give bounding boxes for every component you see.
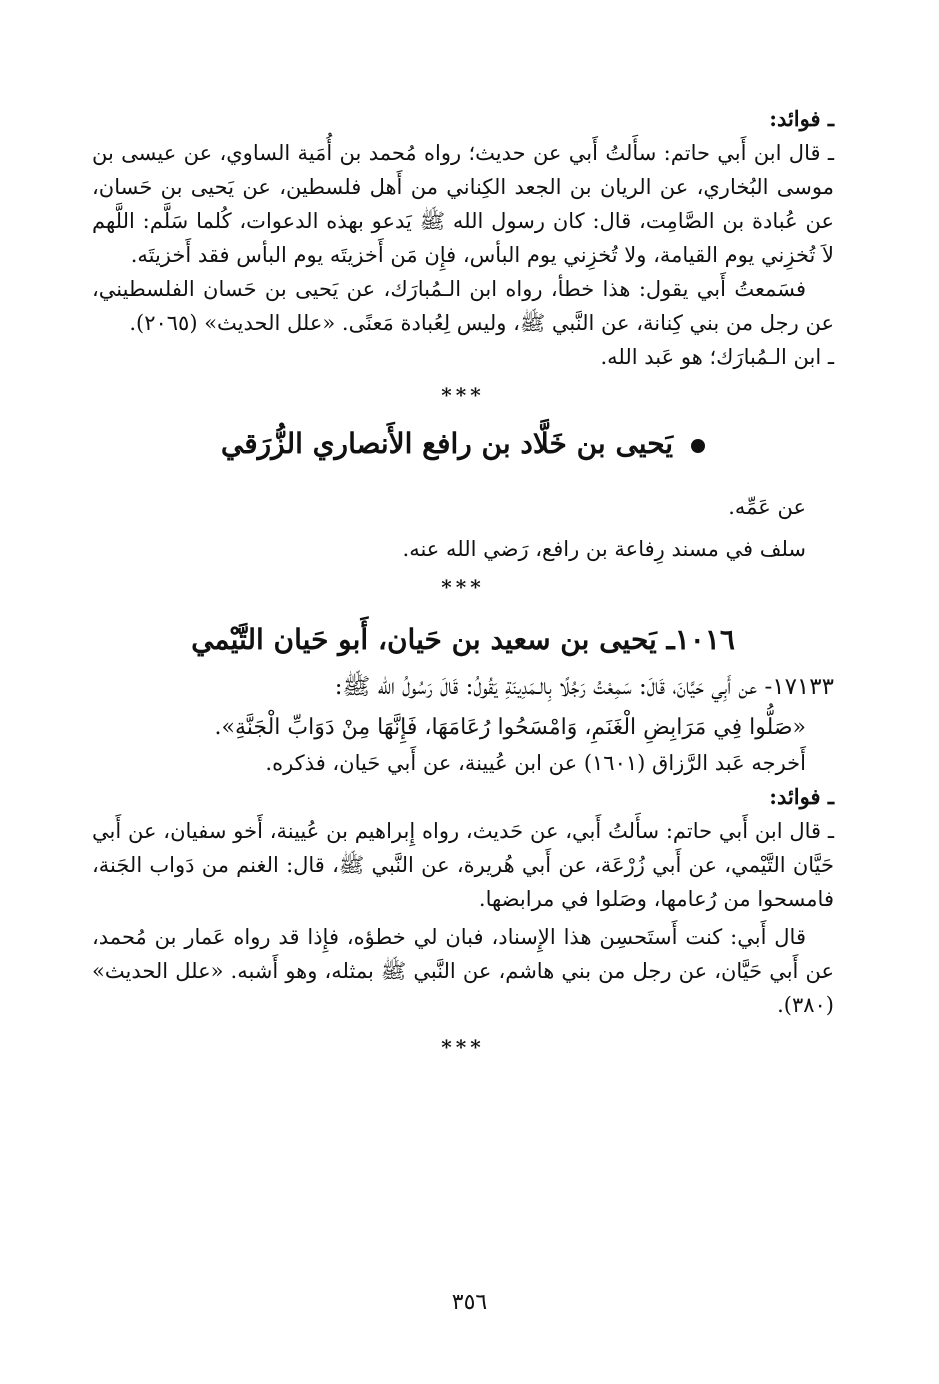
- page-body: [92, 102, 834, 1064]
- section1-paragraph-2: فسَمعتُ أَبي يقول: هذا خطأ، رواه ابن الـمُبارَك، عن يَحيى بن حَسان الفلسطيني، عن رجل من بني كِنانة، عن النَّبي ﷺ، وليس لِعُبادة مَعنًى. «علل الحديث» (٢٠٦٥).: [92, 277, 834, 335]
- separator-stars-3: ***: [441, 1035, 485, 1059]
- entry-heading-yahya-khallad: [92, 420, 834, 468]
- section1-paragraph-1: ـ قال ابن أَبي حاتم: سأَلتُ أَبي عن حديث؛ رواه مُحمد بن أُمَية الساوي، عن عيسى بن موسى البُخاري، عن الريان بن الجعد الكِناني من أَهل فلسطين، عن يَحيى بن حَسان، عن عُبادة بن الصَّامِت، قال: كان رسول الله ﷺ يَدعو بهذه الدعوات، كُلما سَلَّم: اللَّهم لاَ تُخزِني يوم القيامة، ولا تُخزِني يوم البأس، فإِن مَن أَخزيتَه يوم البأس فقد أَخزيتَه.: [92, 141, 834, 267]
- page-number: ٣٥٦: [451, 1290, 488, 1315]
- hadith-takhrij: أَخرجه عَبد الرَّزاق (١٦٠١) عن ابن عُيينة، عن أَبي حَيان، فذكره.: [265, 751, 806, 775]
- hadith-intro: ١٧١٣٣- عن أَبِي حَيَّانَ، قَالَ: سَمِعْتُ رَجُلًا بِالـمَدِينَةِ يَقُولُ: قَالَ رَسُولُ الله ﷺ:: [334, 674, 834, 700]
- section2-paragraph-1: ـ قال ابن أَبي حاتم: سأَلتُ أَبي، عن حَديث، رواه إِبراهيم بن عُيينة، أَخو سفيان، عن أَبي حَيَّان التَّيْمي، عن أَبي زُرْعَة، عن أَبي هُريرة، عن النَّبي ﷺ، قال: الغنم من دَواب الجَنة، فامسحوا من رُعامها، وصَلوا في مرابضها.: [92, 819, 834, 911]
- entry-heading-yahya-khallad-text: يَحيى بن خَلَّاد بن رافع الأَنصاري الزُّرَقي: [220, 427, 674, 460]
- separator-stars-2: ***: [441, 575, 485, 599]
- entry-heading-1016: ١٠١٦ـ يَحيى بن سعيد بن حَيان، أَبو حَيان التَّيْمي: [191, 623, 735, 656]
- bullet-icon: [691, 439, 705, 453]
- entry-yahya-khallad-line-1: عن عَمِّه.: [728, 495, 806, 519]
- separator-stars-1: ***: [441, 383, 485, 407]
- section2-label: ـ فوائد:: [769, 784, 834, 809]
- section1-paragraph-3: ـ ابن الـمُبارَك؛ هو عَبد الله.: [600, 345, 834, 369]
- hadith-text: «صَلُّوا فِي مَرَابِضِ الْغَنَمِ، وَامْسَحُوا رُعَامَهَا، فَإِنَّهَا مِنْ دَوَابِّ الْجَنَّةِ».: [214, 715, 806, 740]
- entry-yahya-khallad-line-2: سلف في مسند رِفاعة بن رافع، رَضي الله عنه.: [402, 537, 806, 561]
- section1-label: ـ فوائد:: [769, 106, 834, 131]
- section2-paragraph-2: قال أَبي: كنت أَستَحسِن هذا الإِسناد، فبان لي خطؤه، فإِذا قد رواه عَمار بن مُحمد، عن أَبي حَيَّان، عن رجل من بني هاشم، عن النَّبي ﷺ بمثله، وهو أَشبه. «علل الحديث» (٣٨٠).: [92, 925, 834, 1017]
